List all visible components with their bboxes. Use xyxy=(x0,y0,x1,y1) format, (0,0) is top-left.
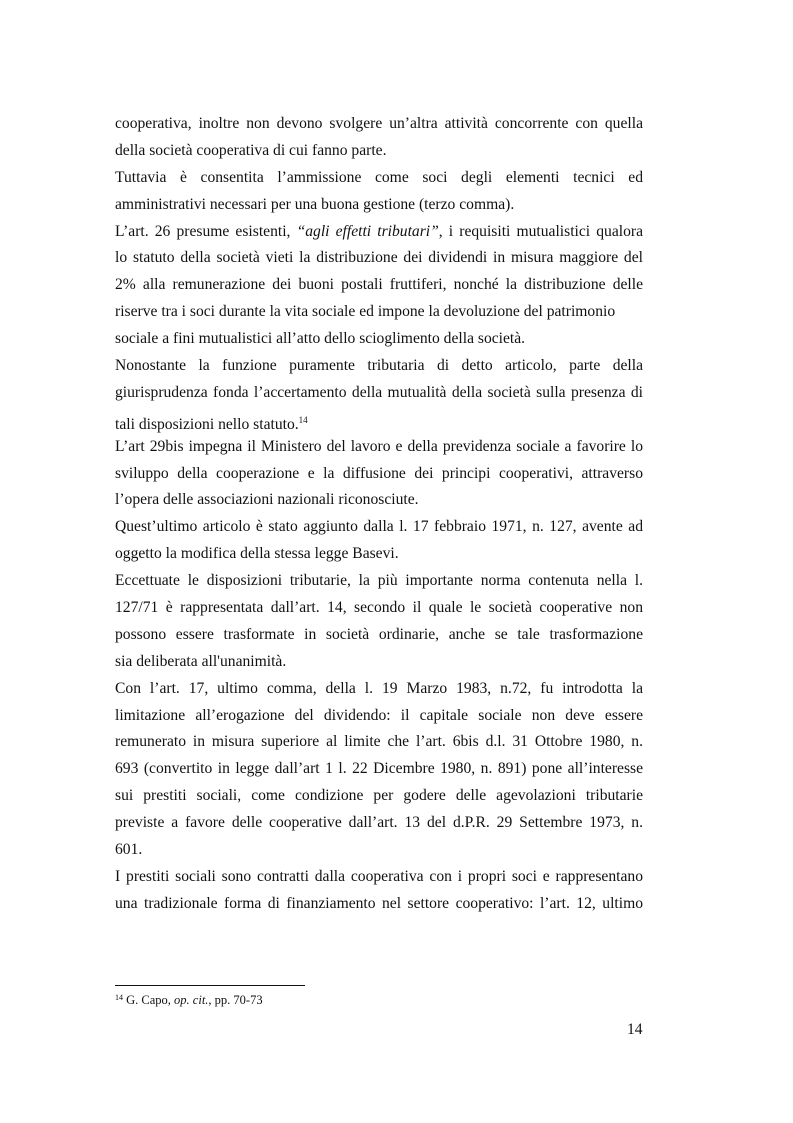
text-line: previste a favore delle cooperative dall’art. 13 del d.P.R. 29 Settembre 1973, n. xyxy=(115,814,643,832)
text-line: Eccettuate le disposizioni tributarie, la più importante norma contenuta nella l. xyxy=(115,572,643,590)
footnote xyxy=(115,993,263,1008)
footnote-citation: op. cit. xyxy=(174,993,209,1007)
text-line: oggetto la modifica della stessa legge Basevi. xyxy=(115,545,399,563)
text-line: limitazione all’erogazione del dividendo: il capitale sociale non deve essere xyxy=(115,706,643,724)
text-line: amministrativi necessari per una buona gestione (terzo comma). xyxy=(115,195,515,213)
text-line: una tradizionale forma di finanziamento nel settore cooperativo: l’art. 12, ultimo xyxy=(115,894,643,912)
text-line: sviluppo della cooperazione e la diffusione dei principi cooperativi, attraverso xyxy=(115,464,643,482)
text-line: Tuttavia è consentita l’ammissione come soci degli elementi tecnici ed xyxy=(115,168,643,186)
text-line: sia deliberata all'unanimità. xyxy=(115,652,287,670)
text-line: I prestiti sociali sono contratti dalla cooperativa con i propri soci e rappresentano xyxy=(115,867,643,885)
text-line: l’opera delle associazioni nazionali riconosciute. xyxy=(115,491,419,509)
text-line: della società cooperativa di cui fanno parte. xyxy=(115,141,387,159)
line-segment: L’art. 26 presume esistenti, xyxy=(115,222,297,240)
text-line: 601. xyxy=(115,841,143,859)
text-line: lo statuto della società vieti la distribuzione dei dividendi in misura maggiore del xyxy=(115,249,643,267)
page-number: 14 xyxy=(627,1021,643,1038)
text-line: Quest’ultimo articolo è stato aggiunto dalla l. 17 febbraio 1971, n. 127, avente ad xyxy=(115,518,643,536)
line-segment: , i requisiti mutualistici qualora xyxy=(438,222,643,240)
text-line xyxy=(115,219,643,246)
footnote-reference: 14 xyxy=(298,414,308,425)
footnote-separator xyxy=(115,985,305,986)
text-line: 2% alla remunerazione dei buoni postali fruttiferi, nonché la distribuzione delle xyxy=(115,276,643,294)
text-line: Nonostante la funzione puramente tributaria di detto articolo, parte della xyxy=(115,357,643,375)
text-line: 127/71 è rappresentata dall’art. 14, secondo il quale le società cooperative non xyxy=(115,599,643,617)
text-line: sociale a fini mutualistici all’atto dello scioglimento della società. xyxy=(115,330,526,348)
text-line: 693 (convertito in legge dall’art 1 l. 22 Dicembre 1980, n. 891) pone all’interesse xyxy=(115,760,643,778)
text-line: L’art 29bis impegna il Ministero del lavoro e della previdenza sociale a favorire lo xyxy=(115,437,643,455)
footnote-author: G. Capo, xyxy=(123,993,175,1007)
text-line: Con l’art. 17, ultimo comma, della l. 19 Marzo 1983, n.72, fu introdotta la xyxy=(115,679,643,697)
text-line: cooperativa, inoltre non devono svolgere un’altra attività concorrente con quella xyxy=(115,115,643,132)
text-line: possono essere trasformate in società ordinarie, anche se tale trasformazione xyxy=(115,625,643,643)
footnote-number: 14 xyxy=(115,993,123,1002)
text-line: giurisprudenza fonda l’accertamento della mutualità della società sulla presenza di xyxy=(115,383,643,401)
italic-quote: “agli effetti tributari” xyxy=(296,222,439,240)
footnote-pages: , pp. 70-73 xyxy=(208,993,263,1007)
line-segment: tali disposizioni nello statuto. xyxy=(115,415,299,433)
text-line: riserve tra i soci durante la vita sociale ed impone la devoluzione del patrimonio xyxy=(115,303,616,321)
text-line: sui prestiti sociali, come condizione per godere delle agevolazioni tributarie xyxy=(115,787,643,805)
text-line: remunerato in misura superiore al limite che l’art. 6bis d.l. 31 Ottobre 1980, n. xyxy=(115,733,643,751)
text-line xyxy=(115,407,643,434)
body-text xyxy=(115,111,643,918)
